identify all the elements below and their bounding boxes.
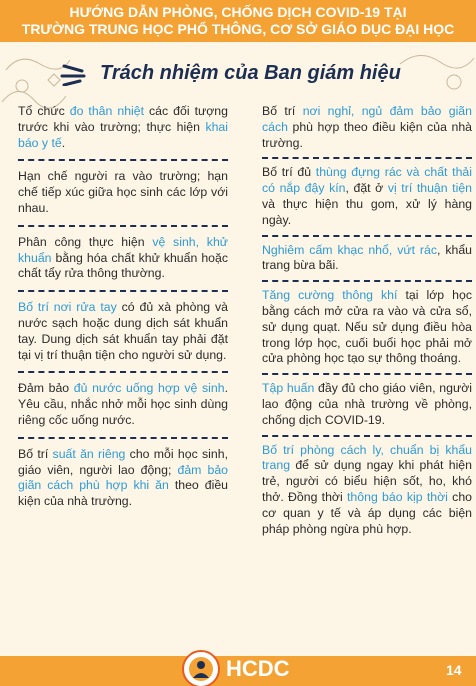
body-text: tại lớp học bằng cách mở cửa ra vào và cửa sổ, sử dụng quạt. Nếu sử dụng điều hòa trong lớp học, cuối buổi học phải mở cửa phòng học tạo sự thông thoáng. (262, 288, 472, 366)
body-text: . (61, 135, 66, 150)
guideline-item (18, 300, 228, 363)
body-text: theo điều kiện của nhà trường. (18, 478, 229, 509)
logo-text: HCDC (226, 656, 290, 681)
highlight-text: suất ăn riêng (52, 446, 126, 461)
highlight-text: Tập huấn (262, 381, 315, 396)
body-text: Hạn chế người ra vào trường; hạn chế tiếp xúc giữa học sinh các lớp với nhau. (18, 169, 228, 215)
section-title-wrap (60, 60, 460, 88)
highlight-text: vệ sinh, khử khuẩn (18, 234, 229, 265)
dashed-divider (262, 157, 472, 159)
body-text: có đủ xà phòng và nước sạch hoặc dung dịch sát khuẩn tay. Dung dịch sát khuẩn tay phải đặt tại vị trí thuận tiện cho người sử dụng. (18, 300, 229, 362)
guideline-item (18, 104, 228, 151)
body-text: Bố trí đủ (262, 165, 316, 180)
dashed-divider (18, 437, 228, 439)
body-text: Phân công thực hiện (18, 234, 153, 249)
highlight-text: khai báo y tế (18, 119, 228, 150)
body-text: bằng hóa chất khử khuẩn hoặc chất tẩy rửa thông thường. (18, 250, 228, 281)
dashed-divider (262, 373, 472, 375)
body-text: cho cơ quan y tế và áp dụng các biện pháp phòng ngừa phù hợp. (262, 489, 473, 536)
left-column (18, 104, 228, 510)
dashed-divider (18, 225, 228, 227)
body-text: Bố trí (262, 104, 303, 118)
guideline-item (262, 288, 472, 367)
title-accent-icon (60, 62, 90, 86)
hcdc-logo-icon (182, 650, 220, 686)
guideline-item (262, 104, 472, 151)
body-text: Bố trí (18, 446, 53, 461)
body-text: đầy đủ cho giáo viên, người lao động của nhà trường về phòng, chống dịch COVID-19. (262, 381, 472, 427)
highlight-text: đủ nước uống hợp vệ sinh (73, 381, 225, 396)
dashed-divider (262, 235, 472, 237)
page-header (0, 0, 476, 42)
guideline-item (262, 443, 472, 538)
guideline-item (18, 381, 228, 428)
body-text: các đối tượng trước khi vào trường; thực hiện (18, 104, 228, 134)
highlight-text: đảm bảo giãn cách phù hợp khi ăn (18, 462, 228, 493)
highlight-text: Bố trí nơi rửa tay (18, 300, 117, 315)
body-text: . Yêu cầu, nhắc nhở mỗi học sinh dùng riêng cốc uống nước. (18, 381, 228, 427)
dashed-divider (18, 159, 228, 161)
body-text: và thực hiện thu gom, xử lý hàng ngày. (262, 196, 472, 227)
highlight-text: đo thân nhiệt (69, 104, 145, 118)
guideline-item (18, 235, 228, 282)
dashed-divider (18, 371, 228, 373)
body-text: phù hợp theo điều kiện của nhà trường. (262, 119, 472, 150)
body-text: Tổ chức (18, 104, 70, 118)
body-text: , khẩu trang bừa bãi. (262, 242, 473, 273)
header-line-2: TRƯỜNG TRUNG HỌC PHỔ THÔNG, CƠ SỞ GIÁO DỤC ĐẠI HỌC (21, 21, 455, 37)
body-text: cho mỗi học sinh, giáo viên, người lao động; (18, 446, 228, 477)
highlight-text: thùng đựng rác và chất thải có nắp đậy kín (262, 165, 472, 196)
guideline-item (18, 169, 228, 216)
body-text: để sử dụng ngay khi phát hiện trẻ, người có biểu hiện sốt, ho, khó thở. Đồng thời (262, 458, 472, 504)
dashed-divider (18, 290, 228, 292)
guideline-item (18, 447, 228, 510)
highlight-text: Bố trí phòng cách ly, chuẩn bị khẩu trang (262, 442, 472, 473)
dashed-divider (262, 435, 472, 437)
guideline-item (262, 381, 472, 428)
highlight-text: thông báo kịp thời (347, 489, 448, 504)
highlight-text: Nghiêm cấm khạc nhổ, vứt rác (262, 242, 437, 257)
guideline-item (262, 165, 472, 228)
guideline-item (262, 243, 472, 275)
page-number: 14 (446, 662, 462, 678)
section-title: Trách nhiệm của Ban giám hiệu (100, 62, 401, 84)
header-line-1: HƯỚNG DẪN PHÒNG, CHỐNG DỊCH COVID-19 TẠI (69, 4, 407, 20)
highlight-text: Tăng cường thông khí (262, 288, 398, 303)
highlight-text: nơi nghỉ, ngủ đảm bảo giãn cách (262, 104, 472, 134)
body-text: Đảm bảo (18, 381, 74, 396)
right-column (262, 104, 472, 537)
body-text: , đặt ở (345, 181, 388, 196)
dashed-divider (262, 280, 472, 282)
highlight-text: vị trí thuận tiện (387, 181, 473, 196)
